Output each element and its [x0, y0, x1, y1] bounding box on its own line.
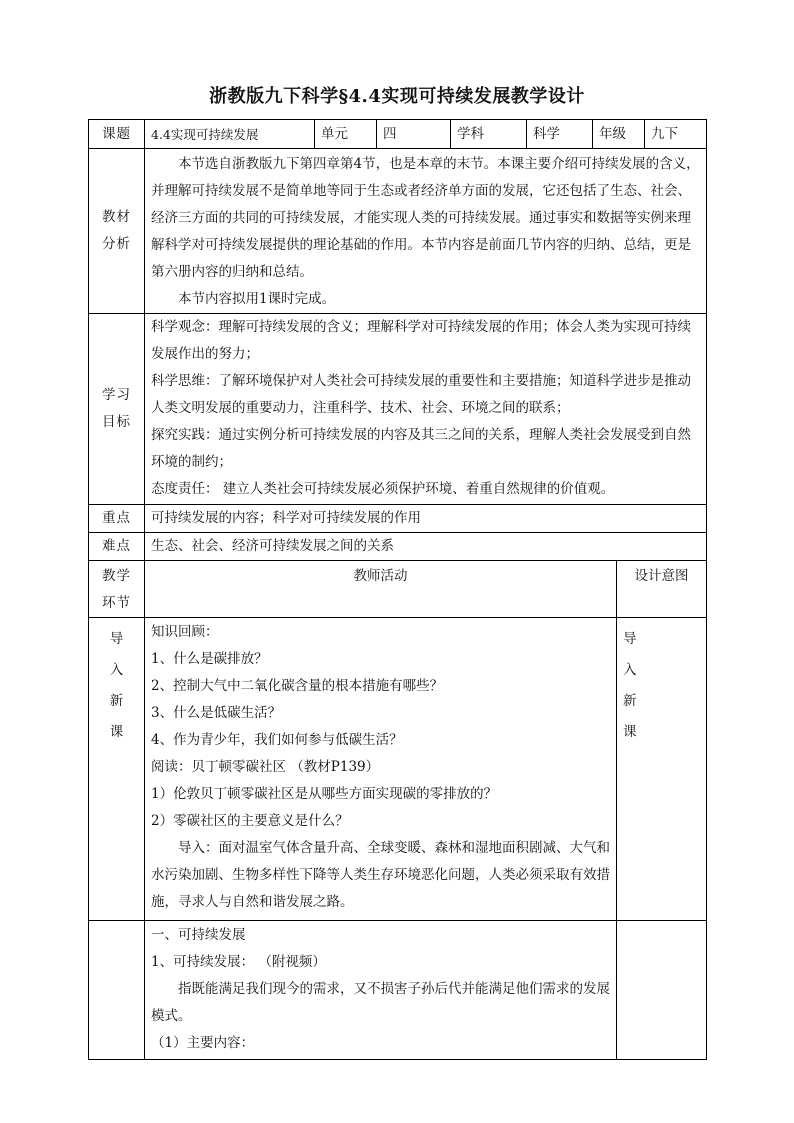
main-content-subitem: （1）主要内容： [151, 1035, 255, 1051]
difficulties-value: 生态、社会、经济可持续发展之间的关系 [145, 533, 707, 561]
key-points-label: 重点 [89, 505, 145, 533]
goals-row [89, 314, 707, 505]
goal-science-thinking: 科学思维：了解环境保护对人类社会可持续发展的重要性和主要措施；知道科学进步是推动人类文明发展的重要动力，注重科学、技术、社会、环境之间的联系； [151, 373, 691, 416]
review-heading: 知识回顾： [151, 624, 219, 640]
intro-teacher-activity [145, 618, 617, 921]
lesson-info-table [88, 119, 707, 561]
new-lesson-design-intent [617, 921, 707, 1060]
new-lesson-row [89, 921, 707, 1060]
section-heading: 一、可持续发展 [151, 927, 246, 943]
review-question-1: 1、什么是碳排放？ [151, 651, 268, 667]
document-title: 浙教版九下科学§4.4实现可持续发展教学设计 [209, 86, 585, 107]
key-points-value: 可持续发展的内容；科学对可持续发展的作用 [145, 505, 707, 533]
reading-title: 阅读：贝丁顿零碳社区 （教材P139） [151, 759, 380, 775]
intro-row [89, 618, 707, 921]
unit-label: 单元 [315, 120, 377, 149]
new-lesson-teacher-activity [145, 921, 617, 1060]
lead-in-paragraph: 导入：面对温室气体含量升高、全球变暖、森林和湿地面积剧减、大气和水污染加剧、生物多样性下降等人类生存环境恶化问题，人类必须采取有效措施，寻求人与自然和谐发展之路。 [151, 840, 610, 910]
review-question-4: 4、作为青少年，我们如何参与低碳生活？ [151, 732, 403, 748]
analysis-paragraph: 本节选自浙教版九下第四章第4节，也是本章的末节。本课主要介绍可持续发展的含义，并理解可持续发展不是简单地等同于生态或者经济单方面的发展，它还包括了生态、社会、经济三方面的共同的可持续发展，才能实现人类的可持续发展。通过事实和数据等实例来理解科学对可持续发展提供的理论基础的作用。本节内容是前面几节内容的归纳、总结，更是第六册内容的归纳和总结。 [151, 156, 700, 280]
definition-paragraph: 指既能满足我们现今的需求，又不损害子孙后代并能满足他们需求的发展模式。 [151, 981, 610, 1024]
intro-design-intent: 导 入 新 课 [617, 618, 707, 921]
sustainable-development-item: 1、可持续发展： （附视频） [151, 954, 326, 970]
goal-inquiry-practice: 探究实践：通过实例分析可持续发展的内容及其三之间的关系，理解人类社会发展受到自然环境的制约； [151, 427, 691, 470]
topic-label: 课题 [89, 120, 145, 149]
reading-question-2: 2）零碳社区的主要意义是什么？ [151, 813, 349, 829]
review-question-3: 3、什么是低碳生活？ [151, 705, 282, 721]
reading-question-1: 1）伦敦贝丁顿零碳社区是从哪些方面实现碳的零排放的？ [151, 786, 498, 802]
grade-label: 年级 [593, 120, 645, 149]
lesson-meta-row [89, 120, 707, 149]
teaching-process-table [88, 560, 707, 1060]
intro-stage-label: 导 入 新 课 [89, 618, 145, 921]
key-points-row [89, 505, 707, 533]
process-header-row [89, 561, 707, 618]
subject-label: 学科 [451, 120, 527, 149]
teacher-activity-header: 教师活动 [145, 561, 617, 618]
difficulties-row [89, 533, 707, 561]
topic-value: 4.4实现可持续发展 [145, 120, 315, 149]
grade-value: 九下 [645, 120, 707, 149]
goals-label: 学习 目标 [89, 314, 145, 505]
goals-content [145, 314, 707, 505]
analysis-duration: 本节内容拟用1课时完成。 [178, 291, 336, 307]
analysis-row [89, 149, 707, 314]
difficulties-label: 难点 [89, 533, 145, 561]
design-intent-header: 设计意图 [617, 561, 707, 618]
goal-attitude-responsibility: 态度责任： 建立人类社会可持续发展必须保护环境、着重自然规律的价值观。 [151, 481, 615, 497]
stage-header: 教学 环节 [89, 561, 145, 618]
unit-value: 四 [377, 120, 451, 149]
subject-value: 科学 [527, 120, 593, 149]
analysis-content [145, 149, 707, 314]
analysis-label: 教材 分析 [89, 149, 145, 314]
goal-science-concept: 科学观念：理解可持续发展的含义；理解科学对可持续发展的作用；体会人类为实现可持续发展作出的努力； [151, 319, 691, 362]
review-question-2: 2、控制大气中二氧化碳含量的根本措施有哪些？ [151, 678, 444, 694]
new-lesson-stage-label [89, 921, 145, 1060]
